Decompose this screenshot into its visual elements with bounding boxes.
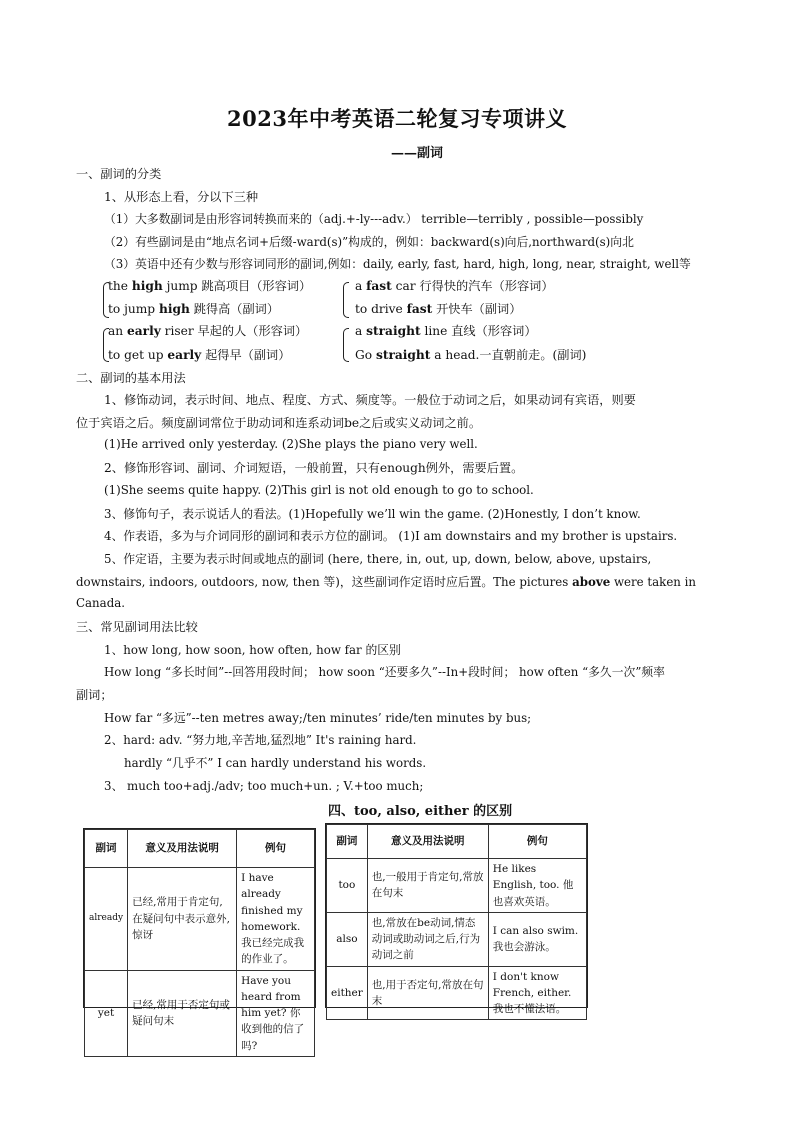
example-straight-adv: Go straight a head.一直朝前走。(副词)	[355, 348, 587, 362]
table-left-cell: Have you heard from him yet? 你收到他的信了吗?	[237, 970, 315, 1056]
table-too-also-either	[325, 823, 588, 1016]
sec2-para-4: 4、作表语，多为与介词同形的副词和表示方位的副词。 (1)I am downstairs and my brother is upstairs.	[104, 529, 678, 543]
sec3-para-1: 1、how long, how soon, how often, how far 的区别	[104, 643, 401, 657]
table-right-cell: I don't know French, either. 我也不懂法语。	[488, 966, 586, 1020]
sec2-para-2b: (1)She seems quite happy. (2)This girl is not old enough to go to school.	[104, 483, 534, 497]
table-row	[327, 912, 587, 966]
sec2-para-1b: 位于宾语之后。频度副词常位于助动词和连系动词be之后或实义动词之前。	[76, 416, 482, 430]
page-subtitle: ——副词	[390, 146, 443, 161]
table-left-header-1: 副词	[85, 830, 128, 868]
sec1-para-2: （1）大多数副词是由形容词转换而来的（adj.+-ly---adv.） terrible—terribly , possible—possibly	[104, 212, 644, 226]
table-row	[85, 970, 315, 1056]
section-4-heading: 四、too, also, either 的区别	[328, 804, 513, 819]
example-fast-adv: to drive fast 开快车（副词）	[355, 302, 522, 316]
section-3-heading: 三、常见副词用法比较	[76, 620, 198, 634]
sec3-para-2a: How long “多长时间”--回答用段时间； how soon “还要多久”--In+段时间； how often “多久一次”频率	[104, 665, 665, 679]
table-left-cell: I have already finished my homework.我已经完成我的作业了。	[237, 868, 315, 971]
table-left-header-2: 意义及用法说明	[128, 830, 237, 868]
table-right-cell: I can also swim. 我也会游泳。	[488, 912, 586, 966]
example-straight-adj: a straight line 直线（形容词）	[355, 324, 537, 338]
sec1-para-4: （3）英语中还有少数与形容词同形的副词,例如：daily, early, fast, hard, high, long, near, straight, well等	[104, 257, 691, 271]
table-right-cell: also	[327, 912, 368, 966]
table-right-header-2: 意义及用法说明	[367, 825, 488, 859]
table-right-cell: 也,用于否定句,常放在句末	[367, 966, 488, 1020]
sec3-para-5: hardly “几乎不” I can hardly understand his words.	[124, 756, 427, 770]
sec1-para-1: 1、从形态上看，分以下三种	[104, 190, 259, 204]
sec3-para-3: How far “多远”--ten metres away;/ten minutes’ ride/ten minutes by bus;	[104, 711, 532, 725]
example-early-adj: an early riser 早起的人（形容词）	[108, 324, 308, 338]
table-right-header-1: 副词	[327, 825, 368, 859]
page-title: 2023年中考英语二轮复习专项讲义	[227, 106, 567, 131]
sec1-para-3: （2）有些副词是由“地点名词+后缀-ward(s)”构成的，例如：backward(s)向后,northward(s)向北	[104, 235, 634, 249]
brace-2	[343, 282, 349, 318]
table-left-cell: 已经,常用于肯定句,在疑问句中表示意外,惊讶	[128, 868, 237, 971]
table-left-cell: 已经,常用于否定句或疑问句末	[128, 970, 237, 1056]
section-2-heading: 二、副词的基本用法	[76, 371, 186, 385]
table-right-cell: He likes English, too. 他也喜欢英语。	[488, 859, 586, 913]
table-left-cell: already	[85, 868, 128, 971]
table-right-cell: 也,常放在be动词,情态动词或助动词之后,行为动词之前	[367, 912, 488, 966]
sec3-para-2b: 副词；	[76, 688, 113, 702]
table-right-header-3: 例句	[488, 825, 586, 859]
brace-4	[343, 328, 349, 362]
table-row	[85, 868, 315, 971]
table-left-header-3: 例句	[237, 830, 315, 868]
table-right-cell: too	[327, 859, 368, 913]
sec2-para-2a: 2、修饰形容词、副词、介词短语，一般前置，只有enough例外，需要后置。	[104, 461, 524, 475]
sec2-para-1a: 1、修饰动词，表示时间、地点、程度、方式、频度等。一般位于动词之后，如果动词有宾语，则要	[104, 393, 636, 407]
section-1-heading: 一、副词的分类	[76, 167, 162, 181]
sec2-para-5c: Canada.	[76, 596, 126, 610]
table-right-cell: 也,一般用于肯定句,常放在句末	[367, 859, 488, 913]
example-fast-adj: a fast car 行得快的汽车（形容词）	[355, 279, 554, 293]
table-row	[327, 859, 587, 913]
table-left-cell: yet	[85, 970, 128, 1056]
example-early-adv: to get up early 起得早（副词）	[108, 348, 291, 362]
sec2-para-5b: downstairs, indoors, outdoors, now, then 等)，这些副词作定语时应后置。The pictures above were taken in	[76, 575, 697, 589]
sec3-para-4: 2、hard: adv. “努力地,辛苦地,猛烈地” It's raining hard.	[104, 733, 417, 747]
sec2-para-3: 3、修饰句子，表示说话人的看法。(1)Hopefully we’ll win the game. (2)Honestly, I don’t know.	[104, 507, 641, 521]
table-right-cell: either	[327, 966, 368, 1020]
table-already-yet	[83, 828, 316, 1052]
sec3-para-6: 3、 much too+adj./adv; too much+un. ; V.+too much;	[104, 779, 424, 793]
table-row	[327, 966, 587, 1020]
example-high-adv: to jump high 跳得高（副词）	[108, 302, 280, 316]
sec2-para-5a: 5、作定语，主要为表示时间或地点的副词 (here, there, in, out, up, down, below, above, upstairs,	[104, 552, 652, 566]
sec2-para-1c: (1)He arrived only yesterday. (2)She plays the piano very well.	[104, 437, 478, 451]
example-high-adj: the high jump 跳高项目（形容词）	[108, 279, 312, 293]
